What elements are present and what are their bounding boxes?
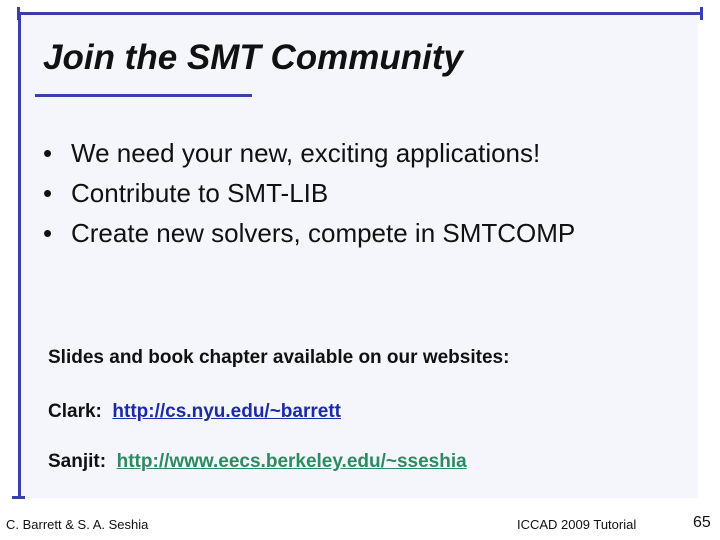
contact-clark [48, 401, 341, 423]
footer-event: ICCAD 2009 Tutorial [517, 517, 637, 532]
left-rule-bottom-cap [12, 496, 25, 499]
bullet-item [43, 133, 575, 173]
bullet-item [43, 213, 575, 253]
bullet-marker: • [43, 218, 53, 248]
bullet-text: We need your new, exciting applications! [71, 138, 541, 168]
contact-label: Sanjit: [48, 451, 107, 472]
content-panel [18, 14, 698, 498]
bullet-item [43, 173, 575, 213]
title-underline [35, 94, 252, 97]
contact-sanjit [48, 451, 467, 473]
websites-heading: Slides and book chapter available on our websites: [48, 347, 510, 368]
footer-authors: C. Barrett & S. A. Seshia [6, 517, 149, 532]
left-rule-line [18, 12, 21, 498]
slide-title: Join the SMT Community [43, 38, 463, 77]
top-rule-line [18, 12, 702, 15]
page-number: 65 [693, 514, 711, 531]
bullet-list [43, 133, 575, 253]
contact-label: Clark: [48, 401, 102, 422]
bullet-marker: • [43, 138, 53, 168]
clark-website-link[interactable]: http://cs.nyu.edu/~barrett [112, 401, 341, 422]
bullet-text: Create new solvers, compete in SMTCOMP [71, 218, 576, 248]
bullet-text: Contribute to SMT-LIB [71, 178, 329, 208]
bullet-marker: • [43, 178, 53, 208]
sanjit-website-link[interactable]: http://www.eecs.berkeley.edu/~sseshia [116, 451, 467, 472]
top-rule-right-cap [700, 7, 703, 20]
